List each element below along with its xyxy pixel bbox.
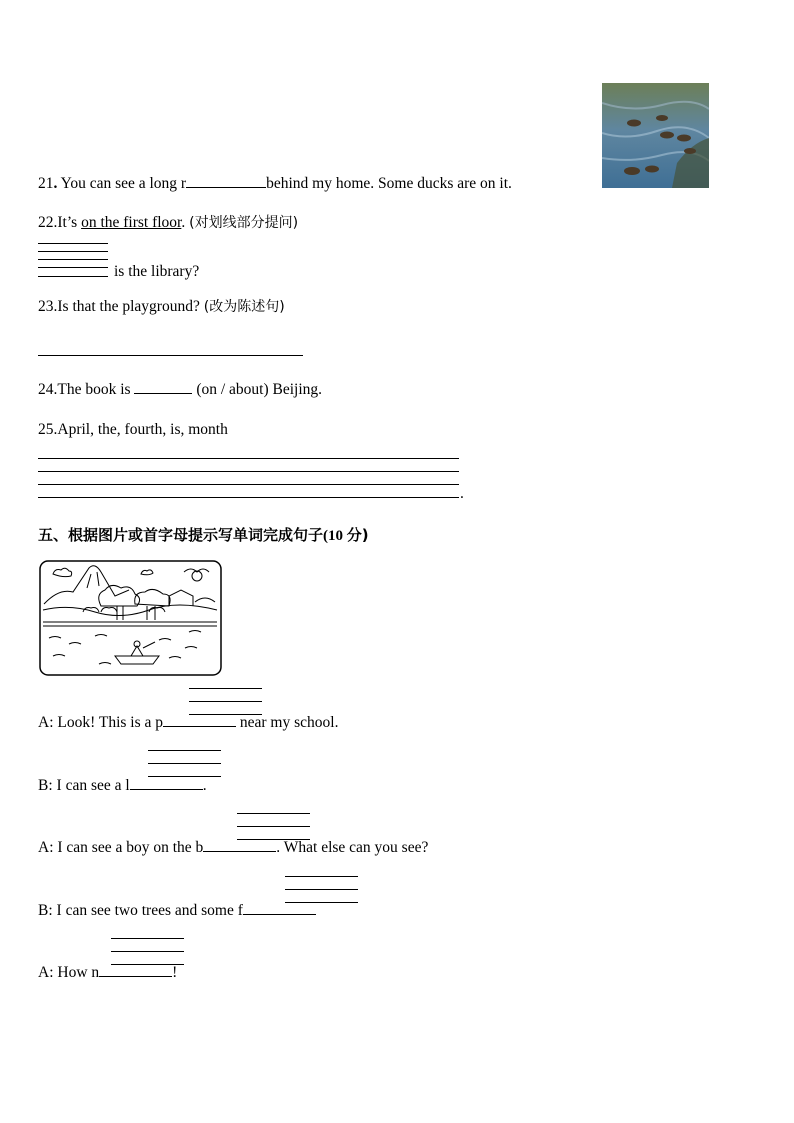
answer-blank-d2[interactable] [130, 775, 203, 790]
answer-blank-21[interactable] [186, 173, 266, 188]
answer-line-d3-1[interactable] [237, 813, 310, 814]
answer-line-25-1[interactable] [38, 458, 459, 459]
answer-line-22-3[interactable] [38, 259, 108, 260]
answer-line-d4-2[interactable] [285, 889, 358, 890]
answer-line-22-2[interactable] [38, 251, 108, 252]
answer-line-d2-1[interactable] [148, 750, 221, 751]
answer-blank-d5[interactable] [99, 962, 172, 977]
ducks-photo [602, 83, 709, 188]
question-22-answer-tail: is the library? [114, 263, 200, 280]
answer-line-d5-2[interactable] [111, 951, 184, 952]
answer-line-d3-2[interactable] [237, 826, 310, 827]
answer-line-d1-2[interactable] [189, 701, 262, 702]
dialogue-line-4: B: I can see two trees and some f [38, 900, 316, 920]
answer-line-d2-2[interactable] [148, 763, 221, 764]
question-21: 21. You can see a long r behind my home. Some ducks are on it. [38, 175, 512, 192]
dialogue-line-2: B: I can see a l . [38, 777, 207, 794]
answer-blank-d4[interactable] [243, 900, 316, 915]
answer-line-22-5[interactable] [38, 276, 108, 277]
question-22: 22.It’s on the first floor. (对划线部分提问) [38, 214, 299, 231]
answer-blank-d1[interactable] [163, 712, 236, 727]
answer-line-25-4[interactable] [38, 497, 459, 498]
answer-line-d1-1[interactable] [189, 688, 262, 689]
answer-line-d4-1[interactable] [285, 876, 358, 877]
answer-line-25-2[interactable] [38, 471, 459, 472]
dialogue-line-3: A: I can see a boy on the b . What else can you see? [38, 839, 429, 856]
answer-line-23[interactable] [38, 355, 303, 356]
question-25-period: . [460, 485, 464, 502]
answer-line-22-1[interactable] [38, 243, 108, 244]
dialogue-line-1: A: Look! This is a p near my school. [38, 714, 339, 731]
question-23: 23.Is that the playground? (改为陈述句) [38, 298, 285, 315]
question-25: 25.April, the, fourth, is, month [38, 421, 228, 438]
park-boat-drawing [39, 560, 222, 676]
answer-line-d5-1[interactable] [111, 938, 184, 939]
answer-blank-24[interactable] [134, 379, 192, 394]
answer-blank-d3[interactable] [203, 837, 276, 852]
underlined-phrase: on the first floor [81, 214, 182, 231]
answer-line-22-4[interactable] [38, 267, 108, 268]
question-24: 24.The book is (on / about) Beijing. [38, 381, 323, 398]
answer-line-25-3[interactable] [38, 484, 459, 485]
dialogue-line-5: A: How n ! [38, 964, 178, 981]
section-5-title: 五、根据图片或首字母提示写单词完成句子(10 分) [38, 526, 369, 544]
